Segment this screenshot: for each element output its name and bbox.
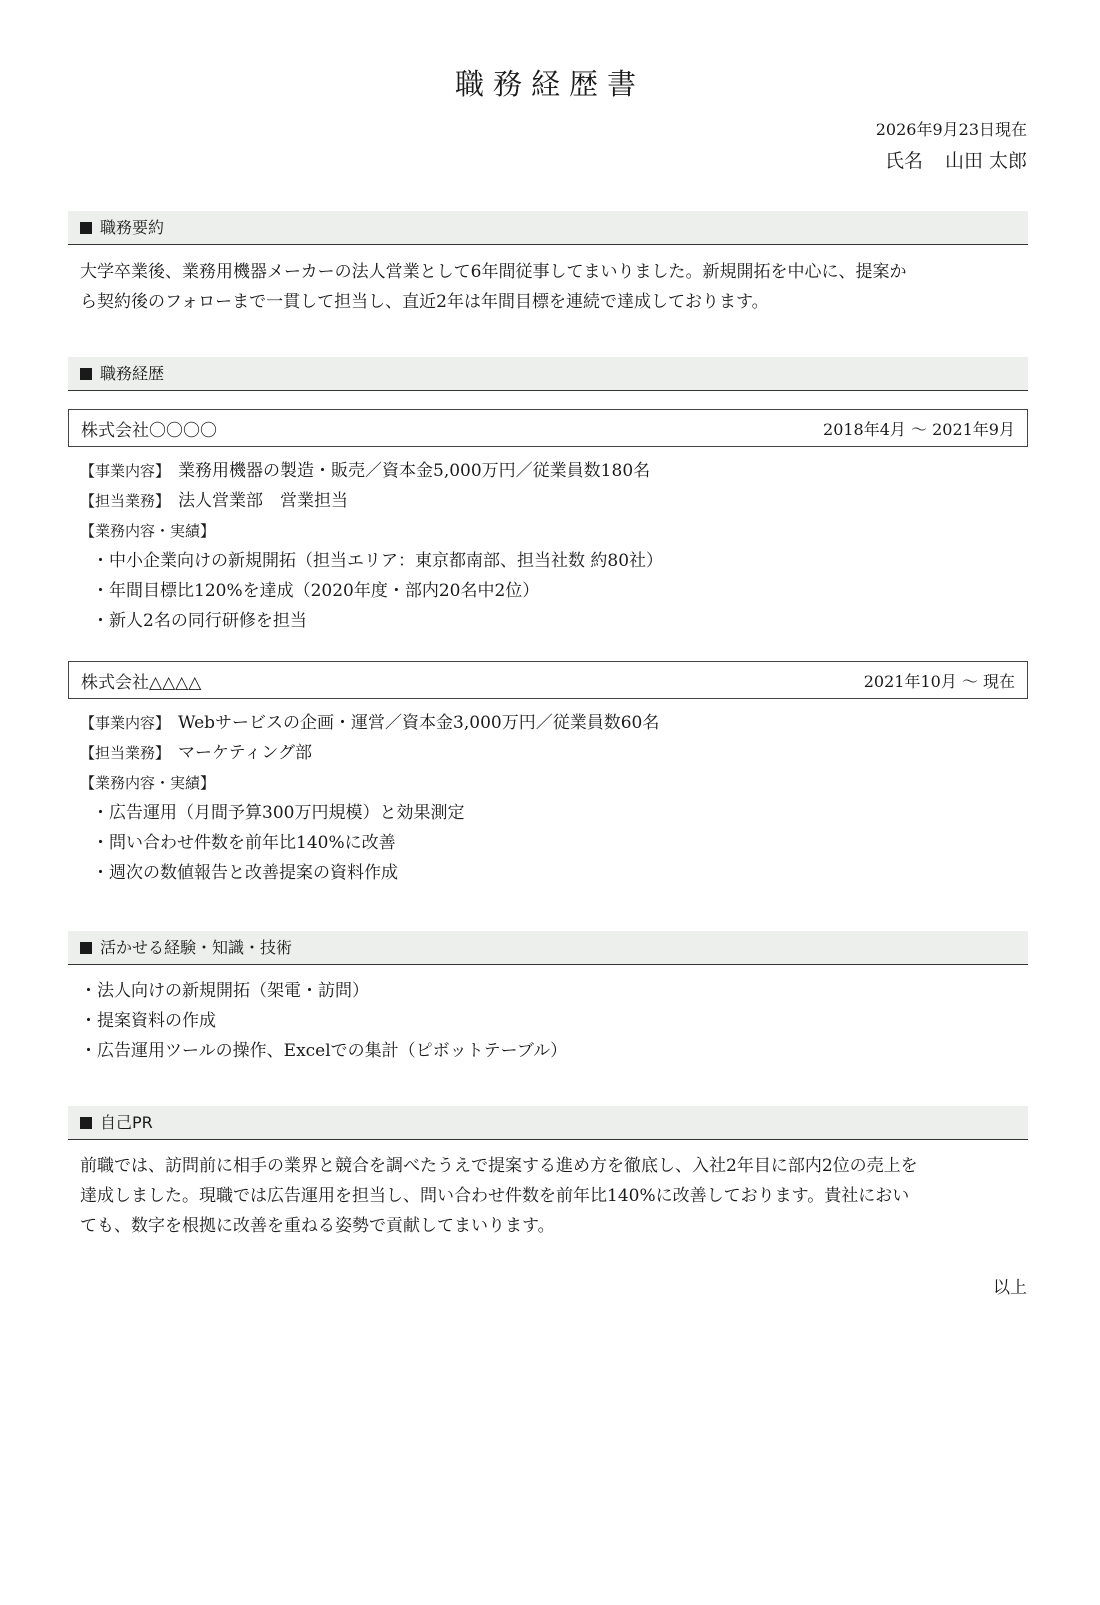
company-name: 株式会社〇〇〇〇 bbox=[81, 420, 217, 441]
achievement-item: ・新人2名の同行研修を担当 bbox=[92, 611, 307, 631]
role-row bbox=[80, 738, 1020, 768]
achievements-row bbox=[80, 516, 1020, 546]
summary-line: 大学卒業後、業務用機器メーカーの法人営業として6年間従事してまいりました。新規開拓を中心に、提案か bbox=[80, 262, 907, 282]
section-heading-label: 職務経歴 bbox=[100, 364, 165, 383]
square-bullet-icon bbox=[80, 368, 92, 380]
achievement-item: ・問い合わせ件数を前年比140%に改善 bbox=[92, 833, 396, 853]
section-heading-career bbox=[68, 357, 1028, 391]
achievements-label: 【業務内容・実績】 bbox=[80, 774, 216, 792]
achievement-item: ・週次の数値報告と改善提案の資料作成 bbox=[92, 863, 398, 883]
applicant-name bbox=[885, 146, 1027, 173]
square-bullet-icon bbox=[80, 222, 92, 234]
self-pr-line: 前職では、訪問前に相手の業界と競合を調べたうえで提案する進め方を徹底し、入社2年目に部内2位の売上を bbox=[80, 1156, 918, 1176]
self-pr-text bbox=[80, 1151, 1020, 1241]
role-description: 法人営業部 営業担当 bbox=[178, 491, 349, 511]
role-description: マーケティング部 bbox=[178, 743, 312, 763]
role-label: 【担当業務】 bbox=[80, 492, 171, 510]
closing-text: 以上 bbox=[993, 1278, 1027, 1298]
achievement-item: ・年間目標比120%を達成（2020年度・部内20名中2位） bbox=[92, 581, 540, 601]
company-header bbox=[68, 409, 1028, 447]
section-heading-skills bbox=[68, 931, 1028, 965]
business-label: 【事業内容】 bbox=[80, 462, 171, 480]
business-description: Webサービスの企画・運営／資本金3,000万円／従業員数60名 bbox=[178, 713, 660, 733]
section-heading-label: 職務要約 bbox=[100, 218, 165, 237]
skill-item: ・提案資料の作成 bbox=[80, 1011, 216, 1031]
section-heading-label: 自己PR bbox=[100, 1113, 153, 1132]
role-label: 【担当業務】 bbox=[80, 744, 171, 762]
employment-period: 2021年10月 〜 現在 bbox=[863, 671, 1015, 691]
role-row bbox=[80, 486, 1020, 516]
employment-period: 2018年4月 〜 2021年9月 bbox=[823, 419, 1015, 439]
business-row bbox=[80, 456, 1020, 486]
name-label: 氏名 bbox=[884, 150, 923, 172]
business-description: 業務用機器の製造・販売／資本金5,000万円／従業員数180名 bbox=[178, 461, 651, 481]
skill-item: ・法人向けの新規開拓（架電・訪問） bbox=[80, 981, 369, 1001]
self-pr-line: ても、数字を根拠に改善を重ねる姿勢で貢献してまいります。 bbox=[80, 1216, 555, 1236]
square-bullet-icon bbox=[80, 942, 92, 954]
section-heading-label: 活かせる経験・知識・技術 bbox=[100, 938, 293, 957]
self-pr-line: 達成しました。現職では広告運用を担当し、問い合わせ件数を前年比140%に改善しております。貴社におい bbox=[80, 1186, 910, 1206]
document-date: 2026年9月23日現在 bbox=[875, 120, 1027, 139]
business-label: 【事業内容】 bbox=[80, 714, 171, 732]
company-name: 株式会社△△△△ bbox=[81, 672, 202, 693]
company-details bbox=[80, 456, 1020, 636]
achievements-row bbox=[80, 768, 1020, 798]
company-details bbox=[80, 708, 1020, 888]
company-header bbox=[68, 661, 1028, 699]
section-heading-self-pr bbox=[68, 1106, 1028, 1140]
achievements-label: 【業務内容・実績】 bbox=[80, 522, 216, 540]
skills-list bbox=[80, 976, 1020, 1066]
section-heading-summary bbox=[68, 211, 1028, 245]
skill-item: ・広告運用ツールの操作、Excelでの集計（ピボットテーブル） bbox=[80, 1041, 568, 1061]
document-title: 職務経歴書 bbox=[454, 67, 645, 101]
achievement-item: ・広告運用（月間予算300万円規模）と効果測定 bbox=[92, 803, 465, 823]
summary-text bbox=[80, 257, 1020, 317]
summary-line: ら契約後のフォローまで一貫して担当し、直近2年は年間目標を連続で達成しております。 bbox=[80, 292, 769, 312]
square-bullet-icon bbox=[80, 1117, 92, 1129]
achievement-item: ・中小企業向けの新規開拓（担当エリア：東京都南部、担当社数 約80社） bbox=[92, 551, 664, 571]
name-value: 山田 太郎 bbox=[944, 150, 1027, 172]
business-row bbox=[80, 708, 1020, 738]
